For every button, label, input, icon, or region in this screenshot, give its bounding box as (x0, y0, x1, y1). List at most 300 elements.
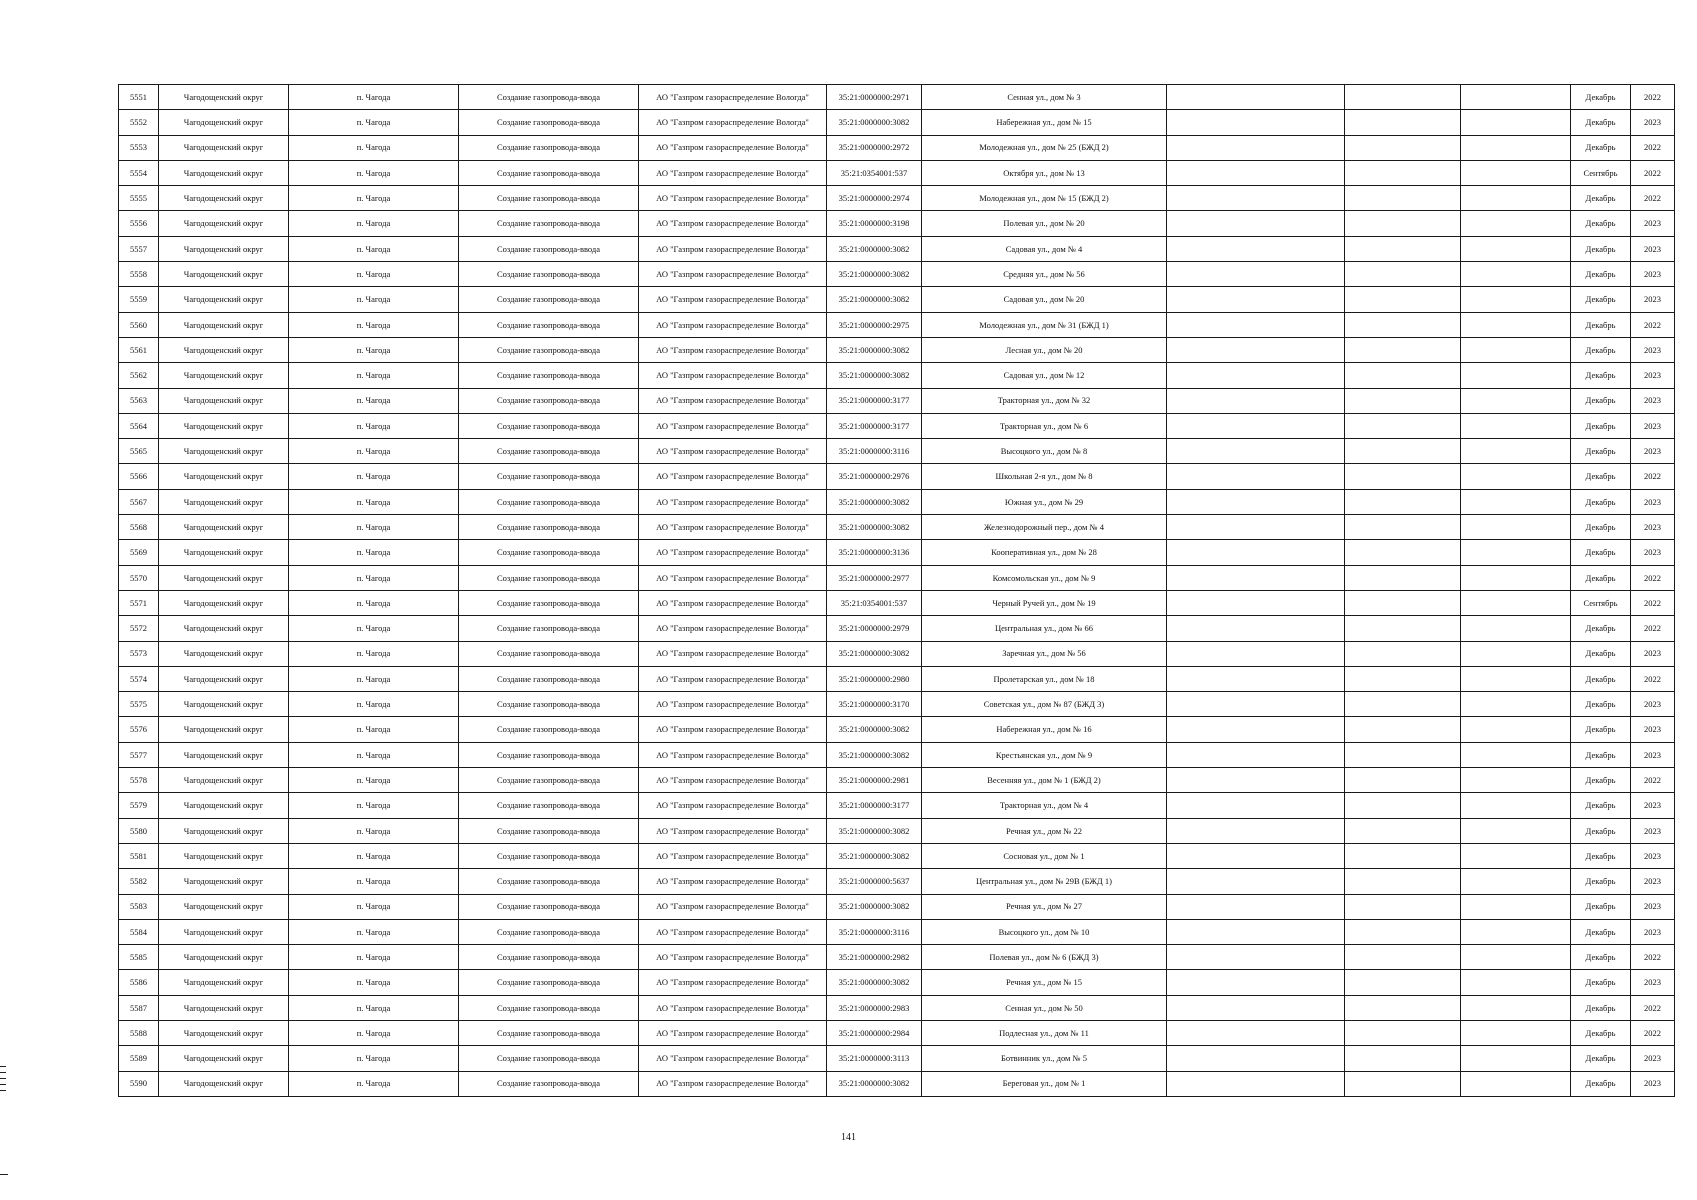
year-cell: 2023 (1631, 1071, 1675, 1096)
empty-cell (1461, 110, 1571, 135)
table-row (119, 894, 1675, 919)
organization-cell: АО "Газпром газораспределение Вологда" (639, 540, 827, 565)
cadastral-number-cell: 35:21:0000000:3177 (827, 793, 922, 818)
district-cell: Чагодощенский округ (159, 135, 289, 160)
empty-cell (1461, 793, 1571, 818)
year-cell: 2023 (1631, 1046, 1675, 1071)
table-row (119, 641, 1675, 666)
settlement-cell: п. Чагода (289, 717, 459, 742)
cadastral-number-cell: 35:21:0000000:3136 (827, 540, 922, 565)
table-row (119, 565, 1675, 590)
year-cell: 2023 (1631, 439, 1675, 464)
empty-cell (1461, 565, 1571, 590)
year-cell: 2023 (1631, 363, 1675, 388)
work-type-cell: Создание газопровода-ввода (459, 919, 639, 944)
organization-cell: АО "Газпром газораспределение Вологда" (639, 843, 827, 868)
year-cell: 2023 (1631, 919, 1675, 944)
organization-cell: АО "Газпром газораспределение Вологда" (639, 1071, 827, 1096)
row-number-cell: 5557 (119, 236, 159, 261)
address-cell: Сосновая ул., дом № 1 (922, 843, 1167, 868)
empty-cell (1345, 388, 1461, 413)
district-cell: Чагодощенский округ (159, 337, 289, 362)
settlement-cell: п. Чагода (289, 110, 459, 135)
address-cell: Речная ул., дом № 22 (922, 818, 1167, 843)
organization-cell: АО "Газпром газораспределение Вологда" (639, 970, 827, 995)
district-cell: Чагодощенский округ (159, 590, 289, 615)
work-type-cell: Создание газопровода-ввода (459, 641, 639, 666)
month-cell: Декабрь (1571, 388, 1631, 413)
empty-cell (1461, 186, 1571, 211)
cadastral-number-cell: 35:21:0000000:2975 (827, 312, 922, 337)
work-type-cell: Создание газопровода-ввода (459, 843, 639, 868)
row-number-cell: 5588 (119, 1020, 159, 1045)
empty-cell (1461, 160, 1571, 185)
work-type-cell: Создание газопровода-ввода (459, 85, 639, 110)
table-row (119, 995, 1675, 1020)
settlement-cell: п. Чагода (289, 85, 459, 110)
district-cell: Чагодощенский округ (159, 515, 289, 540)
cadastral-number-cell: 35:21:0000000:3082 (827, 641, 922, 666)
empty-cell (1345, 287, 1461, 312)
empty-cell (1345, 413, 1461, 438)
cadastral-number-cell: 35:21:0000000:3082 (827, 1071, 922, 1096)
month-cell: Декабрь (1571, 641, 1631, 666)
organization-cell: АО "Газпром газораспределение Вологда" (639, 160, 827, 185)
cadastral-number-cell: 35:21:0000000:3082 (827, 515, 922, 540)
cadastral-number-cell: 35:21:0000000:2984 (827, 1020, 922, 1045)
month-cell: Декабрь (1571, 312, 1631, 337)
empty-cell (1345, 666, 1461, 691)
address-cell: Речная ул., дом № 15 (922, 970, 1167, 995)
month-cell: Декабрь (1571, 565, 1631, 590)
district-cell: Чагодощенский округ (159, 388, 289, 413)
work-type-cell: Создание газопровода-ввода (459, 312, 639, 337)
month-cell: Декабрь (1571, 439, 1631, 464)
row-number-cell: 5585 (119, 945, 159, 970)
row-number-cell: 5578 (119, 768, 159, 793)
empty-cell (1345, 439, 1461, 464)
organization-cell: АО "Газпром газораспределение Вологда" (639, 337, 827, 362)
cadastral-number-cell: 35:21:0000000:2982 (827, 945, 922, 970)
year-cell: 2022 (1631, 590, 1675, 615)
address-cell: Октября ул., дом № 13 (922, 160, 1167, 185)
organization-cell: АО "Газпром газораспределение Вологда" (639, 287, 827, 312)
empty-cell (1167, 337, 1345, 362)
cadastral-number-cell: 35:21:0000000:3082 (827, 970, 922, 995)
empty-cell (1345, 211, 1461, 236)
empty-cell (1167, 666, 1345, 691)
district-cell: Чагодощенский округ (159, 919, 289, 944)
work-type-cell: Создание газопровода-ввода (459, 692, 639, 717)
year-cell: 2023 (1631, 692, 1675, 717)
settlement-cell: п. Чагода (289, 692, 459, 717)
row-number-cell: 5568 (119, 515, 159, 540)
empty-cell (1167, 515, 1345, 540)
table-row (119, 439, 1675, 464)
district-cell: Чагодощенский округ (159, 1020, 289, 1045)
empty-cell (1461, 312, 1571, 337)
empty-cell (1167, 464, 1345, 489)
year-cell: 2023 (1631, 489, 1675, 514)
table-row (119, 388, 1675, 413)
empty-cell (1167, 85, 1345, 110)
empty-cell (1461, 742, 1571, 767)
row-number-cell: 5570 (119, 565, 159, 590)
settlement-cell: п. Чагода (289, 515, 459, 540)
table-row (119, 869, 1675, 894)
year-cell: 2023 (1631, 894, 1675, 919)
cadastral-number-cell: 35:21:0000000:3116 (827, 439, 922, 464)
address-cell: Сенная ул., дом № 3 (922, 85, 1167, 110)
cadastral-number-cell: 35:21:0000000:3116 (827, 919, 922, 944)
settlement-cell: п. Чагода (289, 666, 459, 691)
address-cell: Ботвинник ул., дом № 5 (922, 1046, 1167, 1071)
organization-cell: АО "Газпром газораспределение Вологда" (639, 388, 827, 413)
cadastral-number-cell: 35:21:0000000:3082 (827, 894, 922, 919)
settlement-cell: п. Чагода (289, 413, 459, 438)
settlement-cell: п. Чагода (289, 211, 459, 236)
empty-cell (1461, 363, 1571, 388)
row-number-cell: 5566 (119, 464, 159, 489)
empty-cell (1167, 843, 1345, 868)
cadastral-number-cell: 35:21:0000000:3198 (827, 211, 922, 236)
table-row (119, 919, 1675, 944)
cadastral-number-cell: 35:21:0000000:3082 (827, 818, 922, 843)
organization-cell: АО "Газпром газораспределение Вологда" (639, 641, 827, 666)
settlement-cell: п. Чагода (289, 186, 459, 211)
address-cell: Южная ул., дом № 29 (922, 489, 1167, 514)
empty-cell (1345, 717, 1461, 742)
address-cell: Центральная ул., дом № 29В (БЖД 1) (922, 869, 1167, 894)
scan-mark-left-2 (0, 1072, 6, 1073)
work-type-cell: Создание газопровода-ввода (459, 869, 639, 894)
table-row (119, 945, 1675, 970)
empty-cell (1461, 489, 1571, 514)
empty-cell (1461, 995, 1571, 1020)
row-number-cell: 5584 (119, 919, 159, 944)
year-cell: 2022 (1631, 312, 1675, 337)
settlement-cell: п. Чагода (289, 843, 459, 868)
table-row (119, 85, 1675, 110)
empty-cell (1345, 995, 1461, 1020)
settlement-cell: п. Чагода (289, 464, 459, 489)
work-type-cell: Создание газопровода-ввода (459, 742, 639, 767)
empty-cell (1345, 869, 1461, 894)
district-cell: Чагодощенский округ (159, 666, 289, 691)
settlement-cell: п. Чагода (289, 565, 459, 590)
work-type-cell: Создание газопровода-ввода (459, 894, 639, 919)
month-cell: Декабрь (1571, 489, 1631, 514)
year-cell: 2023 (1631, 970, 1675, 995)
month-cell: Декабрь (1571, 236, 1631, 261)
empty-cell (1345, 186, 1461, 211)
empty-cell (1345, 590, 1461, 615)
row-number-cell: 5561 (119, 337, 159, 362)
table-row (119, 135, 1675, 160)
address-cell: Садовая ул., дом № 20 (922, 287, 1167, 312)
month-cell: Декабрь (1571, 1046, 1631, 1071)
empty-cell (1461, 818, 1571, 843)
district-cell: Чагодощенский округ (159, 818, 289, 843)
row-number-cell: 5560 (119, 312, 159, 337)
year-cell: 2022 (1631, 945, 1675, 970)
empty-cell (1167, 1020, 1345, 1045)
empty-cell (1345, 565, 1461, 590)
row-number-cell: 5558 (119, 262, 159, 287)
empty-cell (1461, 135, 1571, 160)
row-number-cell: 5551 (119, 85, 159, 110)
organization-cell: АО "Газпром газораспределение Вологда" (639, 717, 827, 742)
row-number-cell: 5581 (119, 843, 159, 868)
month-cell: Декабрь (1571, 85, 1631, 110)
cadastral-number-cell: 35:21:0354001:537 (827, 590, 922, 615)
year-cell: 2023 (1631, 717, 1675, 742)
empty-cell (1167, 742, 1345, 767)
cadastral-number-cell: 35:21:0000000:3170 (827, 692, 922, 717)
year-cell: 2022 (1631, 464, 1675, 489)
table-row (119, 590, 1675, 615)
row-number-cell: 5562 (119, 363, 159, 388)
empty-cell (1345, 464, 1461, 489)
empty-cell (1345, 540, 1461, 565)
year-cell: 2022 (1631, 565, 1675, 590)
month-cell: Декабрь (1571, 413, 1631, 438)
row-number-cell: 5590 (119, 1071, 159, 1096)
empty-cell (1461, 616, 1571, 641)
empty-cell (1167, 945, 1345, 970)
cadastral-number-cell: 35:21:0000000:2977 (827, 565, 922, 590)
cadastral-number-cell: 35:21:0000000:3177 (827, 413, 922, 438)
organization-cell: АО "Газпром газораспределение Вологда" (639, 312, 827, 337)
work-type-cell: Создание газопровода-ввода (459, 439, 639, 464)
year-cell: 2023 (1631, 793, 1675, 818)
address-cell: Подлесная ул., дом № 11 (922, 1020, 1167, 1045)
address-cell: Молодежная ул., дом № 15 (БЖД 2) (922, 186, 1167, 211)
district-cell: Чагодощенский округ (159, 363, 289, 388)
empty-cell (1167, 793, 1345, 818)
empty-cell (1167, 413, 1345, 438)
district-cell: Чагодощенский округ (159, 945, 289, 970)
empty-cell (1461, 1020, 1571, 1045)
row-number-cell: 5569 (119, 540, 159, 565)
table-row (119, 160, 1675, 185)
empty-cell (1461, 768, 1571, 793)
district-cell: Чагодощенский округ (159, 464, 289, 489)
row-number-cell: 5586 (119, 970, 159, 995)
cadastral-number-cell: 35:21:0354001:537 (827, 160, 922, 185)
district-cell: Чагодощенский округ (159, 262, 289, 287)
work-type-cell: Создание газопровода-ввода (459, 363, 639, 388)
year-cell: 2023 (1631, 742, 1675, 767)
cadastral-number-cell: 35:21:0000000:3082 (827, 110, 922, 135)
empty-cell (1461, 413, 1571, 438)
address-cell: Комсомольская ул., дом № 9 (922, 565, 1167, 590)
scan-mark-left-5 (0, 1090, 6, 1091)
empty-cell (1167, 287, 1345, 312)
settlement-cell: п. Чагода (289, 388, 459, 413)
empty-cell (1345, 894, 1461, 919)
cadastral-number-cell: 35:21:0000000:3082 (827, 262, 922, 287)
month-cell: Декабрь (1571, 337, 1631, 362)
table-row (119, 793, 1675, 818)
cadastral-number-cell: 35:21:0000000:2971 (827, 85, 922, 110)
year-cell: 2023 (1631, 843, 1675, 868)
district-cell: Чагодощенский округ (159, 287, 289, 312)
empty-cell (1461, 945, 1571, 970)
table-row (119, 186, 1675, 211)
work-type-cell: Создание газопровода-ввода (459, 1020, 639, 1045)
organization-cell: АО "Газпром газораспределение Вологда" (639, 945, 827, 970)
row-number-cell: 5580 (119, 818, 159, 843)
cadastral-number-cell: 35:21:0000000:2979 (827, 616, 922, 641)
empty-cell (1167, 540, 1345, 565)
district-cell: Чагодощенский округ (159, 894, 289, 919)
work-type-cell: Создание газопровода-ввода (459, 186, 639, 211)
empty-cell (1345, 1046, 1461, 1071)
address-cell: Железнодорожный пер., дом № 4 (922, 515, 1167, 540)
cadastral-number-cell: 35:21:0000000:3177 (827, 388, 922, 413)
empty-cell (1167, 1046, 1345, 1071)
row-number-cell: 5564 (119, 413, 159, 438)
address-cell: Средняя ул., дом № 56 (922, 262, 1167, 287)
settlement-cell: п. Чагода (289, 1046, 459, 1071)
empty-cell (1461, 464, 1571, 489)
settlement-cell: п. Чагода (289, 135, 459, 160)
table-row (119, 666, 1675, 691)
settlement-cell: п. Чагода (289, 894, 459, 919)
address-cell: Советская ул., дом № 87 (БЖД 3) (922, 692, 1167, 717)
cadastral-number-cell: 35:21:0000000:2983 (827, 995, 922, 1020)
work-type-cell: Создание газопровода-ввода (459, 489, 639, 514)
table-row (119, 970, 1675, 995)
district-cell: Чагодощенский округ (159, 742, 289, 767)
row-number-cell: 5579 (119, 793, 159, 818)
address-cell: Молодежная ул., дом № 31 (БЖД 1) (922, 312, 1167, 337)
empty-cell (1345, 843, 1461, 868)
empty-cell (1345, 135, 1461, 160)
row-number-cell: 5587 (119, 995, 159, 1020)
table-row (119, 818, 1675, 843)
empty-cell (1345, 489, 1461, 514)
empty-cell (1167, 590, 1345, 615)
settlement-cell: п. Чагода (289, 160, 459, 185)
work-type-cell: Создание газопровода-ввода (459, 717, 639, 742)
year-cell: 2023 (1631, 413, 1675, 438)
work-type-cell: Создание газопровода-ввода (459, 1071, 639, 1096)
year-cell: 2022 (1631, 186, 1675, 211)
empty-cell (1461, 85, 1571, 110)
organization-cell: АО "Газпром газораспределение Вологда" (639, 565, 827, 590)
empty-cell (1345, 919, 1461, 944)
empty-cell (1461, 211, 1571, 236)
work-type-cell: Создание газопровода-ввода (459, 666, 639, 691)
empty-cell (1461, 666, 1571, 691)
cadastral-number-cell: 35:21:0000000:3082 (827, 236, 922, 261)
page-number: 141 (841, 1132, 856, 1143)
work-type-cell: Создание газопровода-ввода (459, 616, 639, 641)
empty-cell (1461, 590, 1571, 615)
empty-cell (1345, 363, 1461, 388)
settlement-cell: п. Чагода (289, 641, 459, 666)
year-cell: 2023 (1631, 641, 1675, 666)
table-row (119, 211, 1675, 236)
organization-cell: АО "Газпром газораспределение Вологда" (639, 894, 827, 919)
year-cell: 2023 (1631, 287, 1675, 312)
month-cell: Декабрь (1571, 818, 1631, 843)
organization-cell: АО "Газпром газораспределение Вологда" (639, 363, 827, 388)
row-number-cell: 5563 (119, 388, 159, 413)
work-type-cell: Создание газопровода-ввода (459, 515, 639, 540)
address-cell: Школьная 2-я ул., дом № 8 (922, 464, 1167, 489)
empty-cell (1167, 363, 1345, 388)
work-type-cell: Создание газопровода-ввода (459, 287, 639, 312)
year-cell: 2023 (1631, 540, 1675, 565)
settlement-cell: п. Чагода (289, 363, 459, 388)
empty-cell (1461, 970, 1571, 995)
empty-cell (1461, 1046, 1571, 1071)
table-row (119, 363, 1675, 388)
organization-cell: АО "Газпром газораспределение Вологда" (639, 236, 827, 261)
address-cell: Кооперативная ул., дом № 28 (922, 540, 1167, 565)
settlement-cell: п. Чагода (289, 995, 459, 1020)
work-type-cell: Создание газопровода-ввода (459, 388, 639, 413)
settlement-cell: п. Чагода (289, 793, 459, 818)
empty-cell (1345, 1071, 1461, 1096)
address-cell: Береговая ул., дом № 1 (922, 1071, 1167, 1096)
address-cell: Набережная ул., дом № 15 (922, 110, 1167, 135)
organization-cell: АО "Газпром газораспределение Вологда" (639, 211, 827, 236)
work-type-cell: Создание газопровода-ввода (459, 945, 639, 970)
settlement-cell: п. Чагода (289, 869, 459, 894)
month-cell: Декабрь (1571, 186, 1631, 211)
year-cell: 2023 (1631, 337, 1675, 362)
row-number-cell: 5574 (119, 666, 159, 691)
settlement-cell: п. Чагода (289, 768, 459, 793)
month-cell: Декабрь (1571, 1071, 1631, 1096)
address-cell: Тракторная ул., дом № 32 (922, 388, 1167, 413)
year-cell: 2023 (1631, 262, 1675, 287)
organization-cell: АО "Газпром газораспределение Вологда" (639, 464, 827, 489)
address-cell: Центральная ул., дом № 66 (922, 616, 1167, 641)
cadastral-number-cell: 35:21:0000000:2981 (827, 768, 922, 793)
organization-cell: АО "Газпром газораспределение Вологда" (639, 590, 827, 615)
settlement-cell: п. Чагода (289, 945, 459, 970)
row-number-cell: 5559 (119, 287, 159, 312)
table-row (119, 515, 1675, 540)
cadastral-number-cell: 35:21:0000000:3082 (827, 287, 922, 312)
month-cell: Декабрь (1571, 110, 1631, 135)
district-cell: Чагодощенский округ (159, 717, 289, 742)
year-cell: 2023 (1631, 515, 1675, 540)
empty-cell (1167, 135, 1345, 160)
work-type-cell: Создание газопровода-ввода (459, 110, 639, 135)
organization-cell: АО "Газпром газораспределение Вологда" (639, 262, 827, 287)
table-row (119, 464, 1675, 489)
cadastral-number-cell: 35:21:0000000:3082 (827, 843, 922, 868)
empty-cell (1167, 565, 1345, 590)
organization-cell: АО "Газпром газораспределение Вологда" (639, 818, 827, 843)
table-row (119, 236, 1675, 261)
cadastral-number-cell: 35:21:0000000:3082 (827, 742, 922, 767)
district-cell: Чагодощенский округ (159, 186, 289, 211)
settlement-cell: п. Чагода (289, 287, 459, 312)
settlement-cell: п. Чагода (289, 439, 459, 464)
settlement-cell: п. Чагода (289, 818, 459, 843)
empty-cell (1345, 945, 1461, 970)
year-cell: 2022 (1631, 768, 1675, 793)
row-number-cell: 5576 (119, 717, 159, 742)
row-number-cell: 5573 (119, 641, 159, 666)
